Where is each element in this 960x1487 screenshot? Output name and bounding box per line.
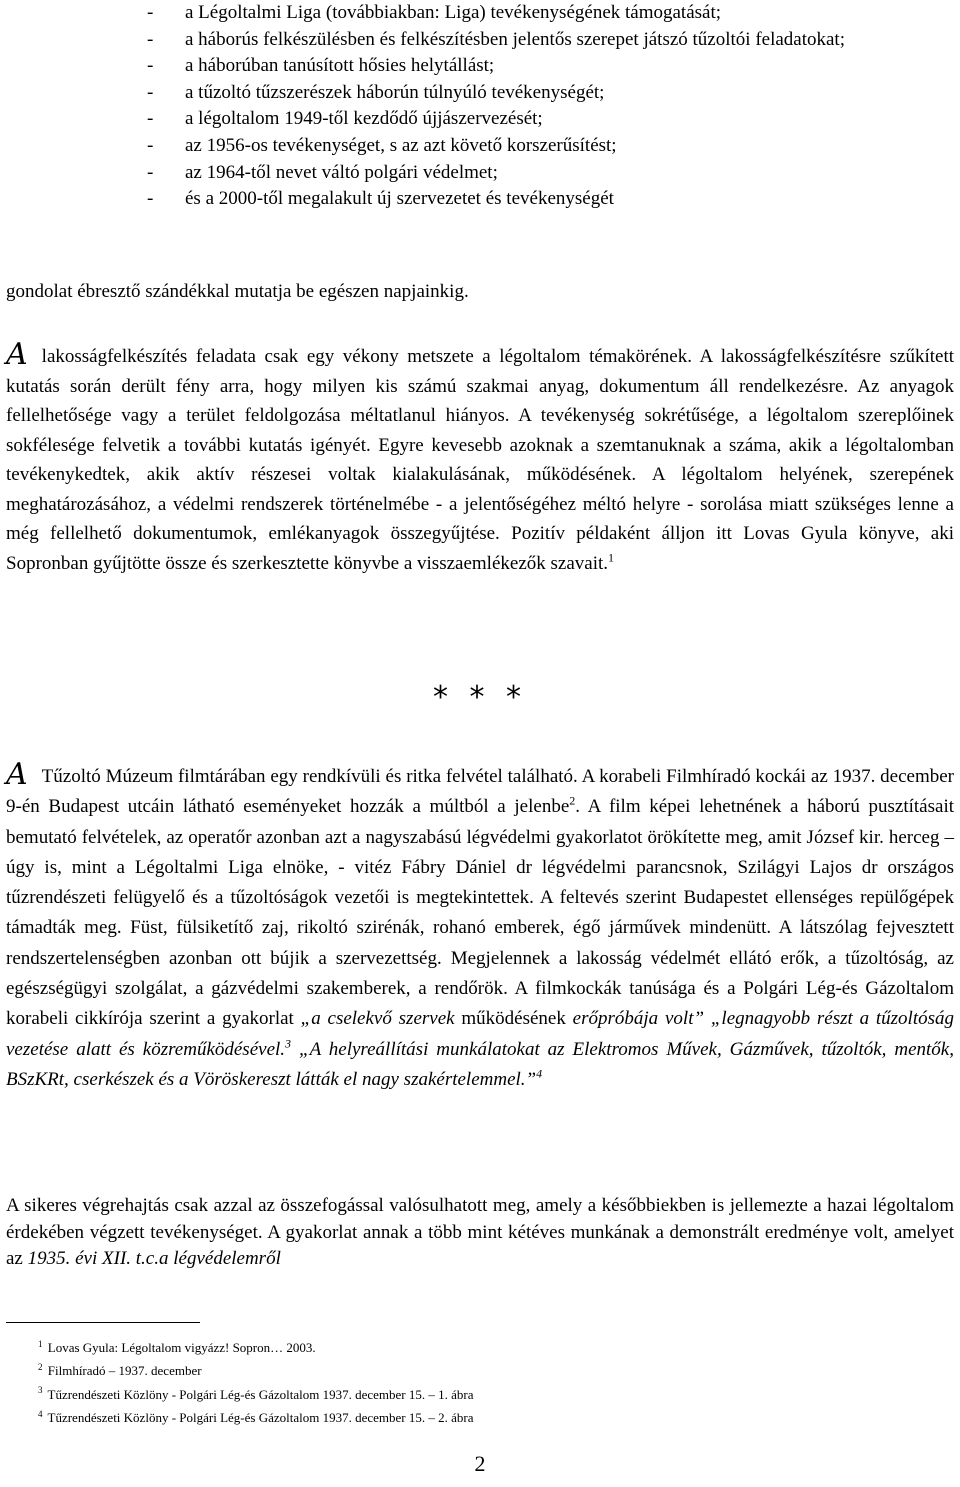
list-item: - és a 2000-től megalakult új szervezetet és tevékenységét xyxy=(147,186,947,213)
paragraph-research xyxy=(6,337,954,578)
footnote: $^2$ Filmhíradó – 1937. december xyxy=(38,1361,202,1379)
list-item: - a Légoltalmi Liga (továbbiakban: Liga) tevékenységének támogatását; xyxy=(147,0,947,27)
list-item: - az 1956-os tevékenységet, s az azt követő korszerűsítést; xyxy=(147,133,947,160)
bullet-dash: - xyxy=(147,2,154,23)
bullet-dash: - xyxy=(147,134,154,156)
dropcap-letter: A xyxy=(6,757,28,792)
bullet-dash: - xyxy=(147,55,154,77)
footnote: $^3$ Tűzrendészeti Közlöny - Polgári Lég-és Gázoltalom 1937. december 15. – 1. ábra xyxy=(38,1385,474,1402)
bullet-dash: - xyxy=(147,108,154,130)
paragraph-film: A Tűzoltó Múzeum filmtárában egy rendkívüli és ritka felvétel található. A korabeli Filmhíradó kockái az 1937. december 9-én Budapest utcáin látható eseményeket hozzák a múltból a jelenbe$^2$. A film képei lehetnének a háború pusztításait bemutató felvételek, az operatőr azonban azt a nagyszabású légvédelmi gyakorlatot örökítette meg, amit József kir. herceg – úgy is, mint a Légoltalmi Liga elnöke, - vitéz Fábry Dániel dr légvédelmi parancsnok, Szilágyi Lajos dr országos tűzrendészeti felügyelő és a tűzoltóságok vezetői is megtekintettek. A feltevés szerint Budapestet ellenséges repülőgépek támadták meg. Füst, fülsiketítő zaj, rikoltó szirénák, rohanó emberek, égő járművek mindenütt. A látszólag fejvesztett rendszertelenségben azonban ott bújik a szervezettség. Megjelennek a lakosság védelmét ellátó erők, a tűzoltóság, az egészségügyi szolgálat, a gázvédelmi szakemberek, a rendőrök. A filmkockák tanúsága és a Polgári Lég-és Gázoltalom korabeli cikkírója szerint a gyakorlat „a cselekvő szervek működésének erőpróbája volt” „legnagyobb részt a tűzoltóság vezetése alatt és közreműködésével.$^3$ „A helyreállítási munkálatokat az Elektromos Művek, Gázművek, tűzoltók, mentők, BSzKRt, cserkészek és a Vöröskereszt látták el nagy szakértelemmel.”$^4$ xyxy=(6,757,955,1090)
list-item: - a háborús felkészülésben és felkészítésben jelentős szerepet játszó tűzoltói feladatokat; xyxy=(147,27,947,54)
footnote-ref: 1 xyxy=(608,550,614,565)
bullet-dash: - xyxy=(147,188,154,210)
bullet-dash: - xyxy=(147,81,154,103)
bullet-dash: - xyxy=(147,28,154,50)
law-reference: 1935. évi XII. t.c.a légvédelemről xyxy=(27,1248,281,1270)
list-item: - a tűzoltó tűzszerészek háborún túlnyúló tevékenységét; xyxy=(147,80,947,107)
footnote-ref: 4 xyxy=(536,1066,543,1081)
list-item: - a háborúban tanúsított hősies helytállást; xyxy=(147,53,947,80)
quote: erőpróbája volt” xyxy=(572,1008,705,1030)
footnotes xyxy=(38,1336,473,1429)
footnote-ref: 3 xyxy=(285,1036,292,1051)
list-item: - az 1964-től nevet váltó polgári védelmet; xyxy=(147,160,947,187)
bullet-dash: - xyxy=(147,161,154,183)
page-number: 2 xyxy=(474,1451,486,1476)
paragraph-text: lakosságfelkészítés feladata csak egy vékony metszete a légoltalom témakörének. A lakosságfelkészítésre szűkített kutatás során derült fény arra, hogy milyen kis számú szakmai anyag, dokumentum áll rendelkezésre. Az anyagok fellelhetősége vagy a terület feldolgozása méltatlanul hiányos. A tevékenység sokrétűsége, a légoltalom szereplőinek sokfélesége felvetik a további kutatás igényét. Egyre kevesebb azoknak a szemtanuknak a száma, akik a légoltalomban tevékenykedtek, akik aktív részesei voltak kialakulásának, működésének. A légoltalom helyének, szerepének meghatározásához, a védelmi rendszerek történelmébe - a jelentőségéhez méltó helyre - sorolása miatt szükséges lenne a még fellelhető dokumentumok, emlékanyagok összegyűjtése. Pozitív példaként álljon itt Lovas Gyula könyve, aki Sopronban gyűjtötte össze és szerkesztette könyvbe a visszaemlékezők szavait. xyxy=(6,346,954,574)
footnote: $^1$ Lovas Gyula: Légoltalom vigyázz! Sopron… 2003. xyxy=(38,1338,316,1355)
quote: „a cselekvő szervek xyxy=(300,1008,455,1030)
bullet-list xyxy=(147,0,947,213)
closing-line: gondolat ébresztő szándékkal mutatja be egészen napjainkig. xyxy=(6,281,469,302)
quote: „A helyreállítási munkálatokat az Elektromos Művek, Gázművek, tűzoltók, mentők, BSzKRt, cserkészek és a Vöröskereszt látták el nagy szakértelemmel.” xyxy=(6,1038,954,1090)
quote: „legnagyobb részt a tűzoltóság vezetése alatt és közreműködésével. xyxy=(6,1008,955,1060)
section-separator: * * * xyxy=(432,680,528,715)
paragraph-conclusion: A sikeres végrehajtás csak azzal az összefogással valósulhatott meg, amely a későbbiekben is jellemezte a hazai légoltalom érdekében végzett tevékenységet. A gyakorlat annak a több mint kétéves munkának a demonstrált eredménye volt, amelyet az 1935. évi XII. t.c.a légvédelemről xyxy=(6,1195,954,1270)
dropcap-letter: A xyxy=(6,337,28,372)
footnote-ref: 2 xyxy=(569,793,576,808)
footnote: $^4$ Tűzrendészeti Közlöny - Polgári Lég-és Gázoltalom 1937. december 15. – 2. ábra xyxy=(38,1408,474,1425)
footnote-divider xyxy=(6,1322,200,1323)
list-item: - a légoltalom 1949-től kezdődő újjászervezését; xyxy=(147,106,947,133)
